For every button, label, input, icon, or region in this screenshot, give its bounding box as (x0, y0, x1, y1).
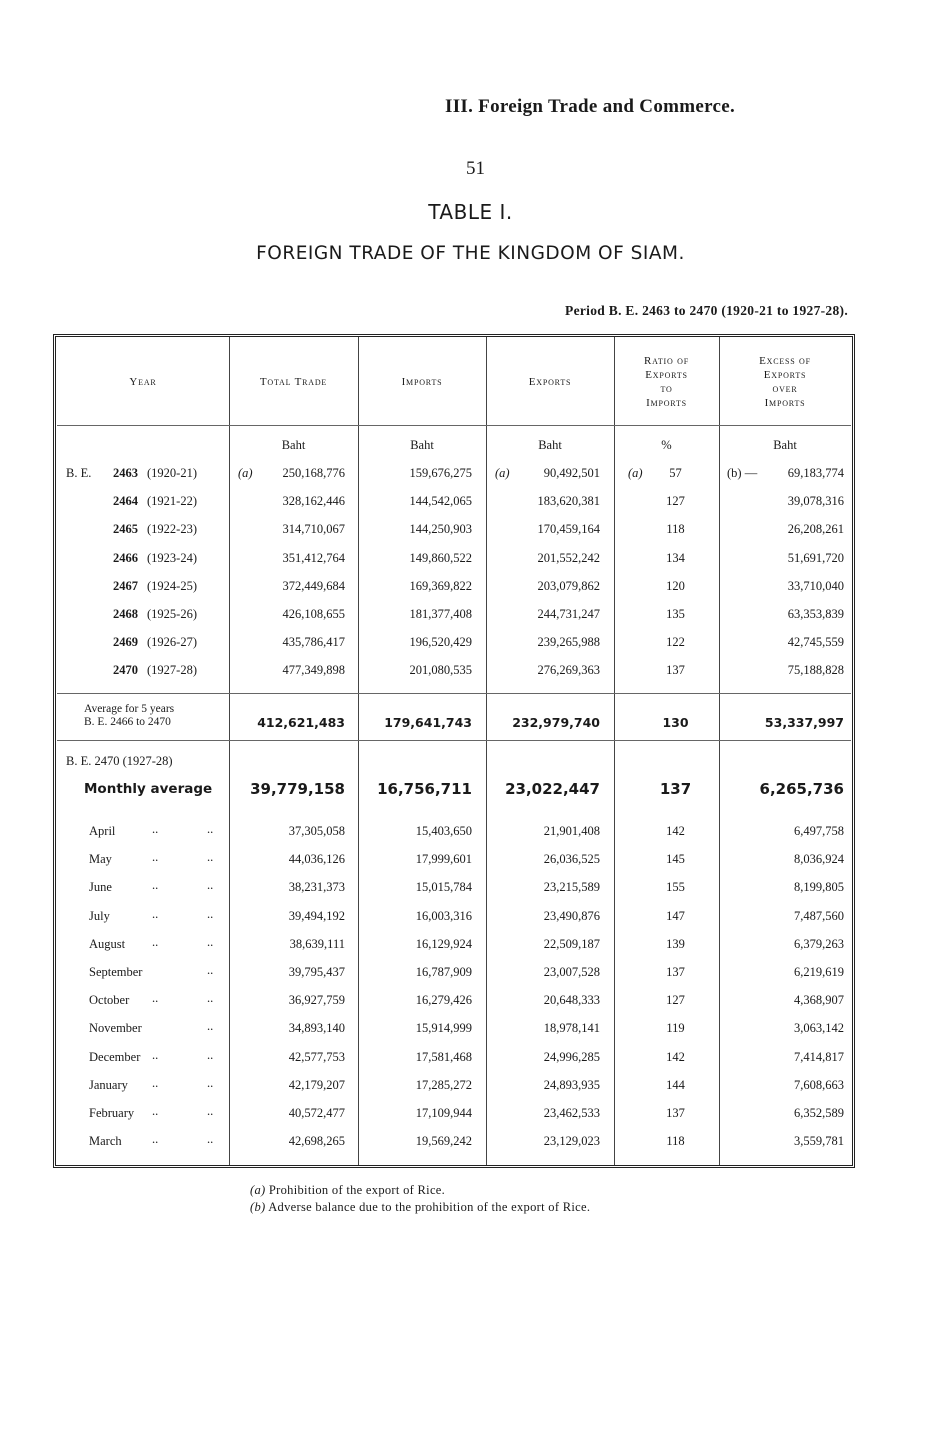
section-rule (57, 740, 851, 741)
exports-note: (a) (495, 466, 510, 480)
header-year: Year (129, 376, 157, 388)
month-ratio: 155 (666, 880, 685, 894)
month-ratio: 139 (666, 937, 685, 951)
average-exports: 232,979,740 (512, 715, 600, 730)
month-dots: .. (152, 878, 159, 892)
month-dots-right: .. (207, 850, 214, 864)
month-name: June (89, 880, 112, 894)
monthly-average-ratio: 137 (659, 780, 692, 798)
year-ce: (1924-25) (147, 579, 197, 593)
month-total-trade: 36,927,759 (288, 993, 345, 1007)
footnote-a: (a) Prohibition of the export of Rice. (250, 1183, 446, 1197)
month-excess: 7,487,560 (794, 909, 844, 923)
year-be: 2466 (113, 551, 138, 565)
year-ce: (1927-28) (147, 663, 197, 677)
month-total-trade: 39,795,437 (288, 965, 345, 979)
year-ce: (1923-24) (147, 551, 197, 565)
month-dots-right: .. (207, 1076, 214, 1090)
year-be: 2469 (113, 635, 138, 649)
column-divider (614, 337, 615, 1165)
month-exports: 23,215,589 (543, 880, 600, 894)
month-excess: 6,497,758 (794, 824, 844, 838)
imports-value: 144,542,065 (409, 494, 472, 508)
column-divider (486, 337, 487, 1165)
month-total-trade: 38,639,111 (289, 937, 345, 951)
page-number: 51 (466, 158, 485, 179)
month-ratio: 137 (666, 965, 685, 979)
month-name: January (89, 1078, 128, 1092)
month-total-trade: 38,231,373 (288, 880, 345, 894)
monthly-average-total: 39,779,158 (250, 780, 345, 798)
month-ratio: 119 (666, 1021, 685, 1035)
unit-total: Baht (281, 438, 306, 452)
month-imports: 16,003,316 (415, 909, 472, 923)
month-exports: 23,462,533 (543, 1106, 600, 1120)
unit-imports: Baht (410, 438, 434, 452)
month-ratio: 137 (666, 1106, 685, 1120)
header-exports: Exports (528, 376, 572, 388)
month-total-trade: 44,036,126 (288, 852, 345, 866)
month-total-trade: 42,577,753 (288, 1050, 345, 1064)
unit-ratio: % (661, 438, 672, 452)
month-excess: 6,219,619 (794, 965, 844, 979)
month-exports: 23,007,528 (543, 965, 600, 979)
month-exports: 23,490,876 (543, 909, 600, 923)
ratio-value: 120 (666, 579, 685, 593)
month-name: May (89, 852, 112, 866)
month-dots-right: .. (207, 907, 214, 921)
year-ce: (1925-26) (147, 607, 197, 621)
month-name: March (89, 1134, 122, 1148)
month-dots-right: .. (207, 963, 214, 977)
ratio-value: 57 (669, 466, 682, 480)
month-name: October (89, 993, 130, 1007)
month-ratio: 147 (666, 909, 685, 923)
month-exports: 21,901,408 (543, 824, 600, 838)
year-prefix: B. E. (66, 466, 92, 480)
section-heading: III. Foreign Trade and Commerce. (445, 96, 736, 117)
month-imports: 15,015,784 (415, 880, 472, 894)
month-excess: 3,063,142 (794, 1021, 844, 1035)
imports-value: 181,377,408 (409, 607, 472, 621)
month-dots: .. (152, 1132, 159, 1146)
month-name: July (89, 909, 110, 923)
month-ratio: 144 (666, 1078, 685, 1092)
footnote-b: (b) Adverse balance due to the prohibition of the export of Rice. (250, 1200, 591, 1214)
month-exports: 22,509,187 (543, 937, 600, 951)
month-name: February (89, 1106, 135, 1120)
month-exports: 24,893,935 (543, 1078, 600, 1092)
excess-value: 39,078,316 (787, 494, 844, 508)
total-trade-value: 435,786,417 (282, 635, 345, 649)
ratio-value: 137 (666, 663, 685, 677)
year-be: 2463 (113, 466, 138, 480)
imports-value: 144,250,903 (409, 522, 472, 536)
month-imports: 16,279,426 (415, 993, 472, 1007)
excess-value: 51,691,720 (787, 551, 844, 565)
header-rule (57, 425, 851, 426)
year-be: 2468 (113, 607, 138, 621)
monthly-average-excess: 6,265,736 (759, 780, 844, 798)
total-trade-value: 328,162,446 (282, 494, 345, 508)
period-caption: Period B. E. 2463 to 2470 (1920-21 to 1927-28). (565, 303, 848, 318)
month-excess: 4,368,907 (794, 993, 844, 1007)
exports-value: 90,492,501 (543, 466, 600, 480)
month-total-trade: 40,572,477 (288, 1106, 345, 1120)
unit-excess: Baht (773, 438, 797, 452)
exports-value: 203,079,862 (537, 579, 600, 593)
month-dots: .. (152, 1048, 159, 1062)
month-excess: 8,036,924 (794, 852, 844, 866)
month-ratio: 142 (666, 824, 685, 838)
month-imports: 15,914,999 (415, 1021, 472, 1035)
exports-value: 170,459,164 (537, 522, 600, 536)
total-trade-value: 250,168,776 (282, 466, 345, 480)
total-trade-value: 314,710,067 (282, 522, 345, 536)
excess-value: 26,208,261 (787, 522, 844, 536)
month-imports: 17,109,944 (415, 1106, 472, 1120)
imports-value: 159,676,275 (409, 466, 472, 480)
average-excess: 53,337,997 (764, 715, 844, 730)
table-title: FOREIGN TRADE OF THE KINGDOM OF SIAM. (256, 243, 685, 264)
month-exports: 23,129,023 (543, 1134, 600, 1148)
trade-table-frame (53, 334, 855, 1168)
month-dots-right: .. (207, 822, 214, 836)
year-ce: (1920-21) (147, 466, 197, 480)
year-be: 2470 (113, 663, 138, 677)
month-dots-right: .. (207, 1104, 214, 1118)
month-imports: 19,569,242 (415, 1134, 472, 1148)
total-trade-value: 372,449,684 (282, 579, 345, 593)
month-ratio: 145 (666, 852, 685, 866)
month-name: November (89, 1021, 142, 1035)
month-total-trade: 39,494,192 (288, 909, 345, 923)
monthly-average-imports: 16,756,711 (377, 780, 472, 798)
year-be: 2465 (113, 522, 138, 536)
month-exports: 24,996,285 (543, 1050, 600, 1064)
month-dots-right: .. (207, 1019, 214, 1033)
ratio-value: 127 (666, 494, 685, 508)
excess-value: 75,188,828 (787, 663, 844, 677)
imports-value: 201,080,535 (409, 663, 472, 677)
month-name: December (89, 1050, 141, 1064)
total-trade-value: 426,108,655 (282, 607, 345, 621)
year-be: 2467 (113, 579, 138, 593)
month-excess: 6,379,263 (794, 937, 844, 951)
imports-value: 169,369,822 (409, 579, 472, 593)
month-imports: 15,403,650 (415, 824, 472, 838)
month-imports: 17,999,601 (415, 852, 472, 866)
excess-note: (b) — (727, 466, 758, 480)
monthly-average-exports: 23,022,447 (505, 780, 600, 798)
month-excess: 3,559,781 (794, 1134, 844, 1148)
column-divider (229, 337, 230, 1165)
month-ratio: 142 (666, 1050, 685, 1064)
average-total: 412,621,483 (257, 715, 345, 730)
month-exports: 20,648,333 (543, 993, 600, 1007)
ratio-value: 122 (666, 635, 685, 649)
month-excess: 8,199,805 (794, 880, 844, 894)
month-exports: 18,978,141 (543, 1021, 600, 1035)
exports-value: 276,269,363 (537, 663, 600, 677)
month-ratio: 118 (666, 1134, 685, 1148)
average-imports: 179,641,743 (384, 715, 472, 730)
ratio-value: 135 (666, 607, 685, 621)
month-dots-right: .. (207, 1132, 214, 1146)
month-excess: 7,414,817 (794, 1050, 844, 1064)
month-total-trade: 34,893,140 (288, 1021, 345, 1035)
month-name: August (89, 937, 126, 951)
month-total-trade: 37,305,058 (288, 824, 345, 838)
exports-value: 239,265,988 (537, 635, 600, 649)
month-ratio: 127 (666, 993, 685, 1007)
month-dots: .. (152, 991, 159, 1005)
ratio-value: 118 (666, 522, 685, 536)
month-dots: .. (152, 935, 159, 949)
header-ratio: Ratio of Exports to Imports (644, 355, 689, 409)
imports-value: 196,520,429 (409, 635, 472, 649)
month-exports: 26,036,525 (543, 852, 600, 866)
table-number: TABLE I. (428, 200, 513, 224)
month-dots: .. (152, 907, 159, 921)
header-total-trade: Total Trade (259, 376, 328, 388)
ratio-value: 134 (666, 551, 685, 565)
month-name: April (89, 824, 116, 838)
year-ce: (1926-27) (147, 635, 197, 649)
excess-value: 33,710,040 (787, 579, 844, 593)
exports-value: 183,620,381 (537, 494, 600, 508)
excess-value: 42,745,559 (787, 635, 844, 649)
month-dots-right: .. (207, 878, 214, 892)
month-dots: .. (152, 850, 159, 864)
month-dots: .. (152, 822, 159, 836)
column-divider (719, 337, 720, 1165)
average-label-line2: B. E. 2466 to 2470 (84, 716, 171, 728)
average-ratio: 130 (662, 715, 689, 730)
exports-value: 201,552,242 (537, 551, 600, 565)
month-dots-right: .. (207, 991, 214, 1005)
month-dots: .. (152, 1076, 159, 1090)
monthly-year-label: B. E. 2470 (1927-28) (66, 754, 173, 768)
monthly-average-label: Monthly average (84, 781, 213, 797)
year-ce: (1921-22) (147, 494, 197, 508)
total-trade-value: 477,349,898 (282, 663, 345, 677)
month-excess: 7,608,663 (794, 1078, 844, 1092)
month-total-trade: 42,698,265 (288, 1134, 345, 1148)
average-label-line1: Average for 5 years (84, 703, 175, 715)
column-divider (358, 337, 359, 1165)
month-imports: 17,285,272 (415, 1078, 472, 1092)
header-imports: Imports (401, 376, 443, 388)
ratio-note: (a) (628, 466, 643, 480)
excess-value: 69,183,774 (787, 466, 844, 480)
month-imports: 16,787,909 (415, 965, 472, 979)
total-note: (a) (238, 466, 253, 480)
month-imports: 16,129,924 (415, 937, 472, 951)
month-dots-right: .. (207, 935, 214, 949)
section-rule (57, 693, 851, 694)
exports-value: 244,731,247 (537, 607, 600, 621)
header-excess: Excess of Exports over Imports (759, 355, 811, 409)
total-trade-value: 351,412,764 (282, 551, 345, 565)
month-dots-right: .. (207, 1048, 214, 1062)
month-dots: .. (152, 1104, 159, 1118)
month-name: September (89, 965, 143, 979)
imports-value: 149,860,522 (409, 551, 472, 565)
month-excess: 6,352,589 (794, 1106, 844, 1120)
month-total-trade: 42,179,207 (288, 1078, 345, 1092)
month-imports: 17,581,468 (415, 1050, 472, 1064)
year-ce: (1922-23) (147, 522, 197, 536)
excess-value: 63,353,839 (787, 607, 844, 621)
year-be: 2464 (113, 494, 138, 508)
unit-exports: Baht (538, 438, 562, 452)
